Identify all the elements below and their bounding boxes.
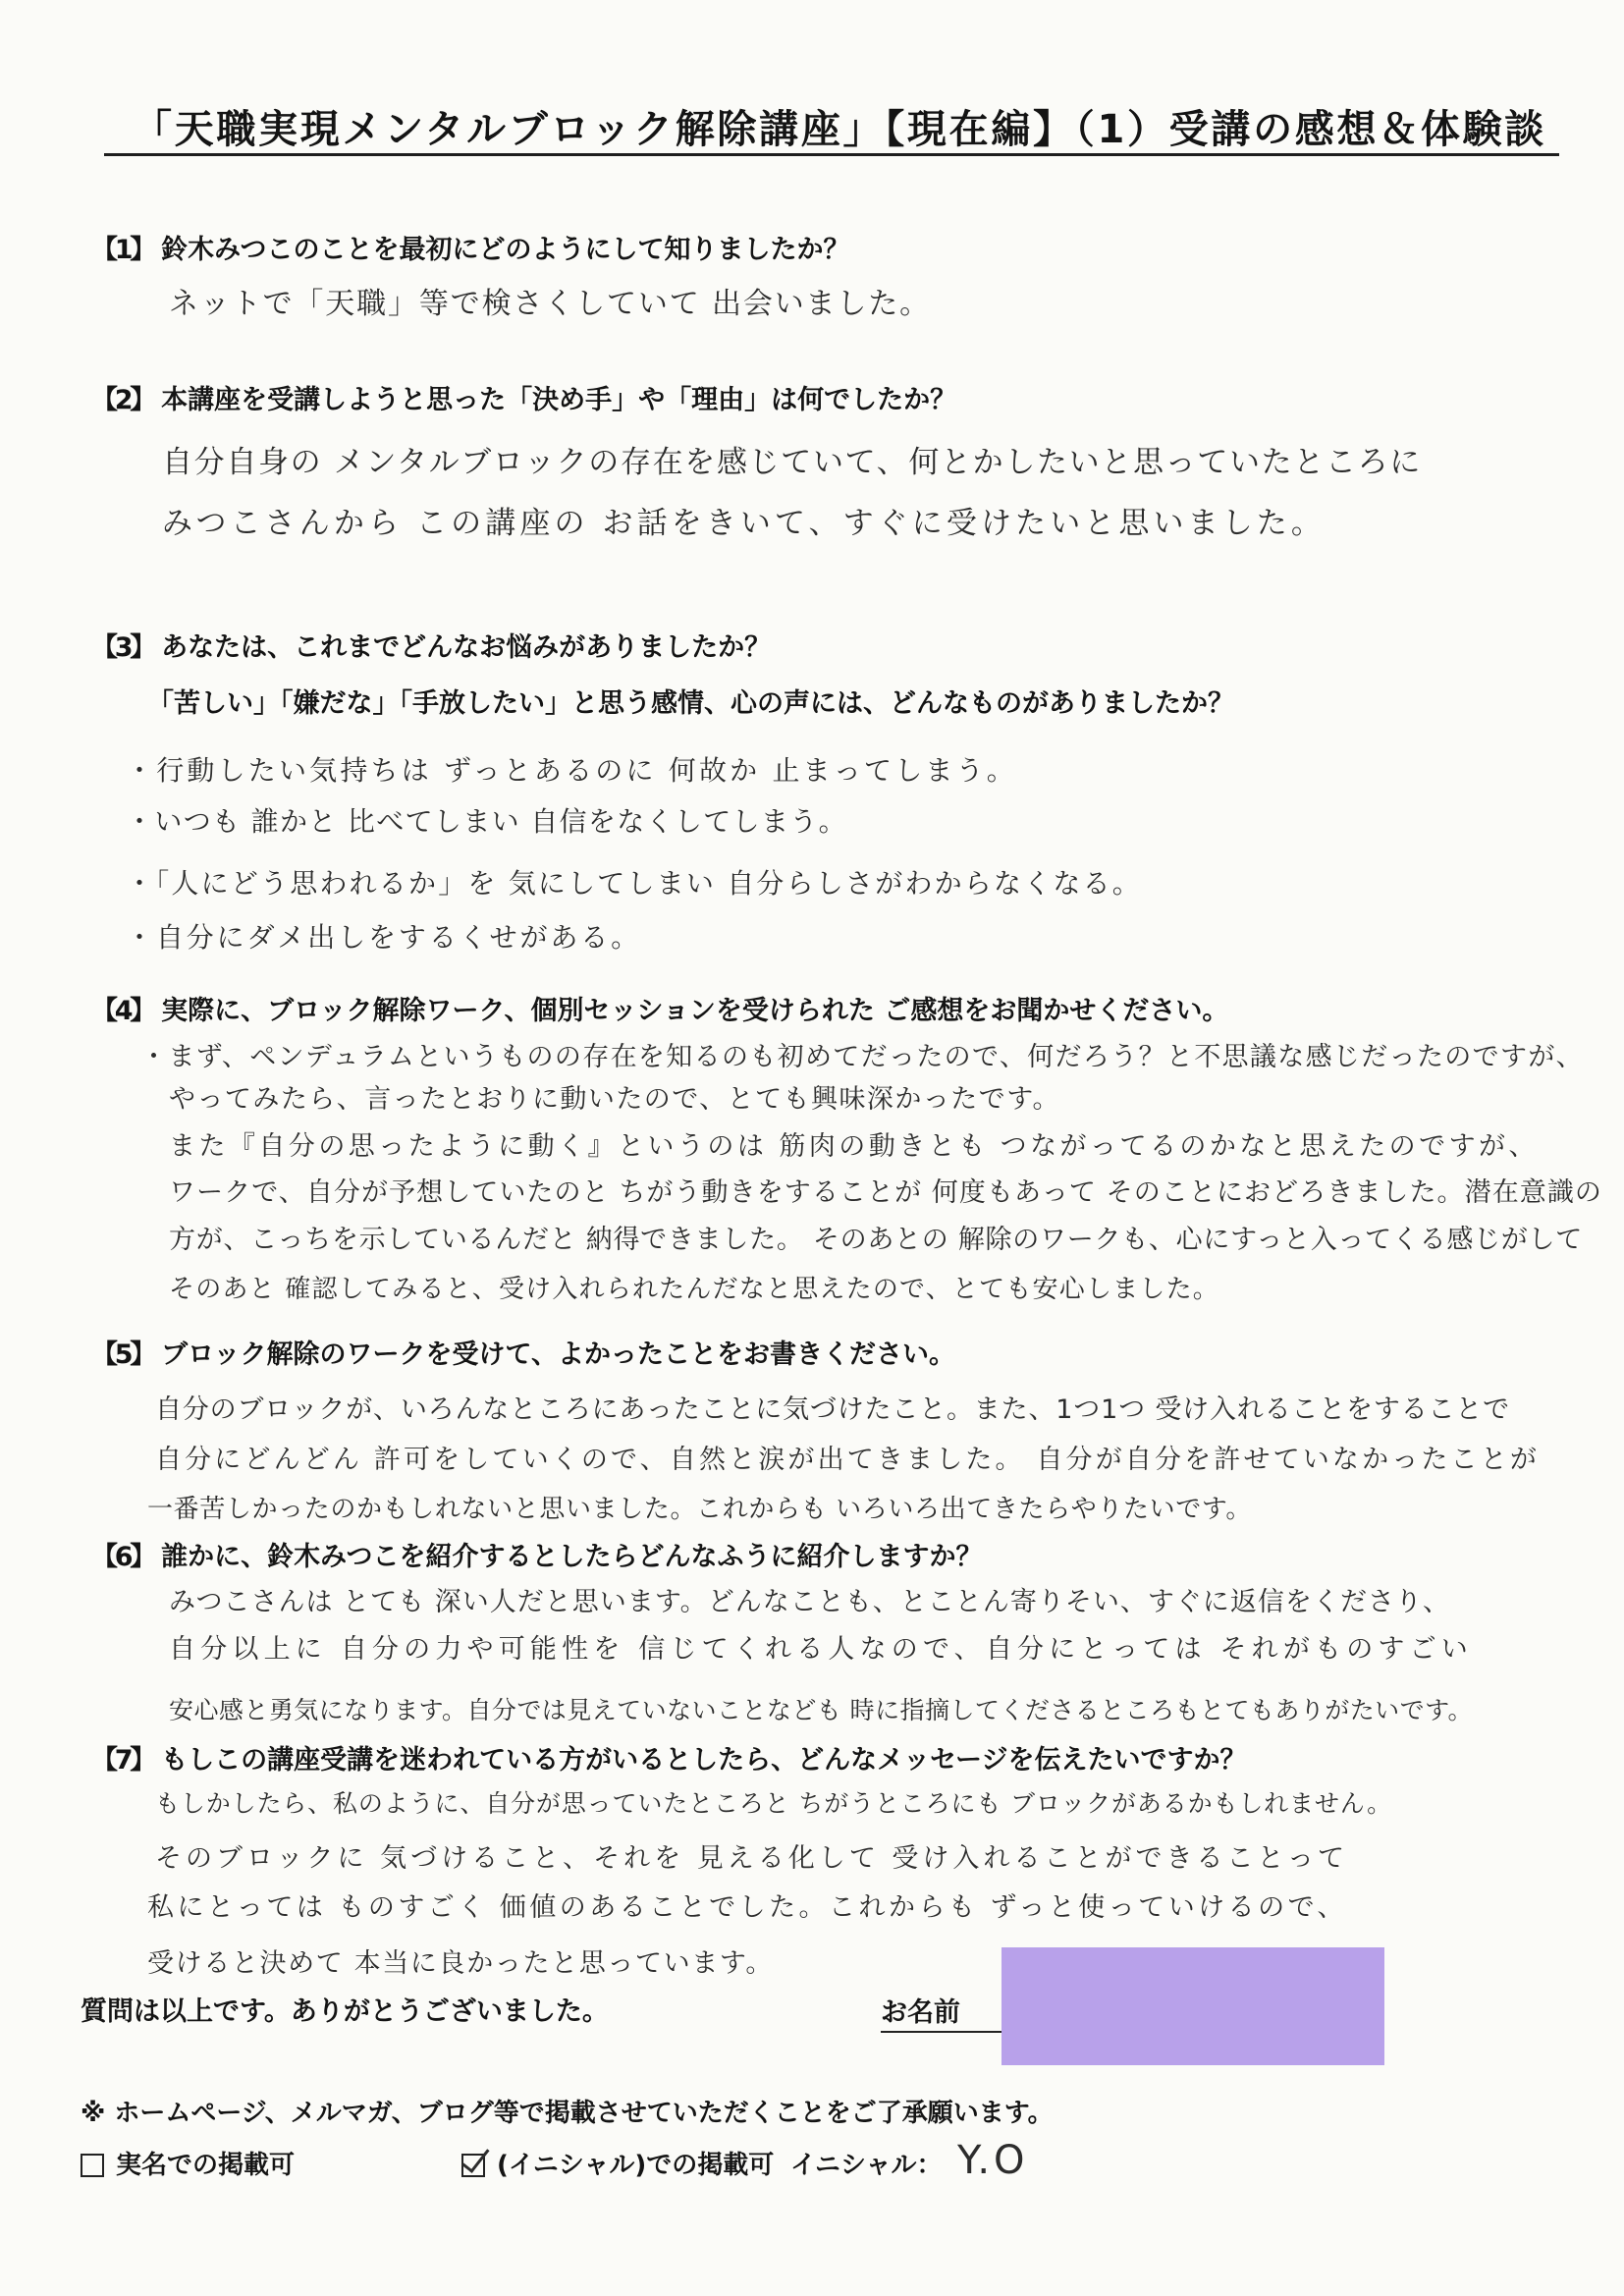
checkbox-icon[interactable] [81, 2154, 104, 2177]
question-5-text: ブロック解除のワークを受けて、よかったことをお書きください。 [161, 1339, 955, 1370]
question-6 [91, 1542, 1603, 1573]
check-icon [461, 2143, 489, 2173]
answer-4-line-2: やってみたら、言ったとおりに動いたので、とても興味深かったです。 [169, 1084, 1060, 1115]
question-3-number: 【3】 [91, 632, 154, 663]
question-1-text: 鈴木みつこのことを最初にどのようにして知りましたか？ [161, 235, 850, 265]
consent-note: ※ ホームページ、メルマガ、ブログ等で掲載させていただくことをご了承願います。 [81, 2099, 1054, 2128]
answer-3-line-1: ・行動したい気持ちは ずっとあるのに 何故か 止まってしまう。 [126, 754, 1017, 787]
answer-2-line-2: みつこさんから この講座の お話をきいて、すぐに受けたいと思いました。 [162, 506, 1326, 541]
answer-3-line-2: ・いつも 誰かと 比べてしまい 自信をなくしてしまう。 [126, 805, 847, 838]
answer-3-line-4: ・自分にダメ出しをするくせがある。 [126, 921, 641, 954]
option-initials[interactable] [461, 2150, 774, 2181]
answer-6-line-3: 安心感と勇気になります。自分では見えていないことなども 時に指摘してくださるところもとてもありがたいです。 [169, 1696, 1473, 1724]
answer-7-line-1: もしかしたら、私のように、自分が思っていたところと ちがうところにも ブロックがあるかもしれません。 [155, 1789, 1392, 1818]
initial-value: Y.O [957, 2138, 1029, 2183]
answer-5-line-1: 自分のブロックが、いろんなところにあったことに気づけたこと。また、1つ1つ 受け入れることをすることで [155, 1394, 1510, 1425]
question-1-number: 【1】 [91, 235, 154, 265]
answer-4-line-5: 方が、こっちを示しているんだと 納得できました。 そのあとの 解除のワークも、心にすっと入ってくる感じがして [169, 1225, 1583, 1255]
title-underline [104, 153, 1559, 156]
question-6-number: 【6】 [91, 1542, 154, 1572]
question-7-text: もしこの講座受講を迷われている方がいるとしたら、どんなメッセージを伝えたいですか？ [161, 1745, 1247, 1776]
answer-4-line-1: ・まず、ペンデュラムというものの存在を知るのも初めてだったので、何だろう？と不思議な感じだったのですが、 [140, 1042, 1584, 1072]
answer-6-line-1: みつこさんは とても 深い人だと思います。どんなことも、とことん寄りそい、すぐに返信をくださり、 [169, 1587, 1450, 1617]
name-label: お名前 [881, 1997, 1001, 2033]
initial-label: イニシャル： [790, 2151, 943, 2180]
name-redaction [1001, 1947, 1384, 2065]
question-6-text: 誰かに、鈴木みつこを紹介するとしたらどんなふうに紹介しますか？ [161, 1542, 983, 1572]
question-3-text: あなたは、これまでどんなお悩みがありましたか？ [161, 632, 772, 663]
answer-4-line-6: そのあと 確認してみると、受け入れられたんだなと思えたので、とても安心しました。 [169, 1275, 1219, 1304]
question-5 [91, 1339, 1603, 1371]
answer-2-line-1: 自分自身の メンタルブロックの存在を感じていて、何とかしたいと思っていたところに [162, 445, 1422, 480]
question-7 [91, 1745, 1603, 1777]
answer-4-line-4: ワークで、自分が予想していたのと ちがう動きをすることが 何度もあって そのことにおどろきました。潜在意識の [169, 1177, 1602, 1208]
answer-4-line-3: また『自分の思ったように動く』というのは 筋肉の動きとも つながってるのかなと思えたのですが、 [169, 1131, 1539, 1162]
question-2-text: 本講座を受講しようと思った「決め手」や「理由」は何でしたか？ [161, 385, 957, 415]
question-7-number: 【7】 [91, 1745, 154, 1776]
question-5-number: 【5】 [91, 1339, 154, 1370]
question-3 [91, 632, 1603, 664]
question-4-text: 実際に、ブロック解除ワーク、個別セッションを受けられた ご感想をお聞かせください。 [161, 996, 1229, 1026]
answer-5-line-3: 一番苦しかったのかもしれないと思いました。これからも いろいろ出てきたらやりたいです。 [147, 1495, 1252, 1524]
answer-1-line-1: ネットで「天職」等で検さくしていて 出会いました。 [169, 287, 931, 321]
question-4-number: 【4】 [91, 996, 154, 1026]
closing-thanks: 質問は以上です。ありがとうございました。 [81, 1996, 609, 2027]
answer-7-line-2: そのブロックに 気づけること、それを 見える化して 受け入れることができることって [155, 1843, 1348, 1874]
option-real-name-label: 実名での掲載可 [116, 2151, 296, 2180]
option-initials-label: (イニシャル)での掲載可 [497, 2151, 775, 2180]
answer-5-line-2: 自分にどんどん 許可をしていくので、自然と涙が出てきました。 自分が自分を許せていなかったことが [155, 1445, 1540, 1475]
question-2 [91, 385, 1603, 416]
answer-6-line-2: 自分以上に 自分の力や可能性を 信じてくれる人なので、自分にとっては それがものすごい [169, 1634, 1473, 1665]
answer-7-line-3: 私にとっては ものすごく 価値のあることでした。これからも ずっと使っていけるので、 [147, 1892, 1347, 1923]
question-3-subtext: 「苦しい」「嫌だな」「手放したい」と思う感情、心の声には、どんなものがありましたか？ [147, 688, 1234, 719]
page-title: 「天職実現メンタルブロック解除講座」【現在編】（1）受講の感想＆体験談 [133, 107, 1546, 152]
answer-3-line-3: ・「人にどう思われるか」を 気にしてしまい 自分らしさがわからなくなる。 [126, 867, 1142, 900]
answer-7-line-4: 受けると決めて 本当に良かったと思っています。 [147, 1948, 774, 1979]
question-4 [91, 996, 1603, 1027]
question-1 [91, 235, 1603, 266]
checkbox-icon[interactable] [461, 2154, 485, 2177]
question-2-number: 【2】 [91, 385, 154, 415]
option-real-name[interactable] [81, 2150, 295, 2181]
